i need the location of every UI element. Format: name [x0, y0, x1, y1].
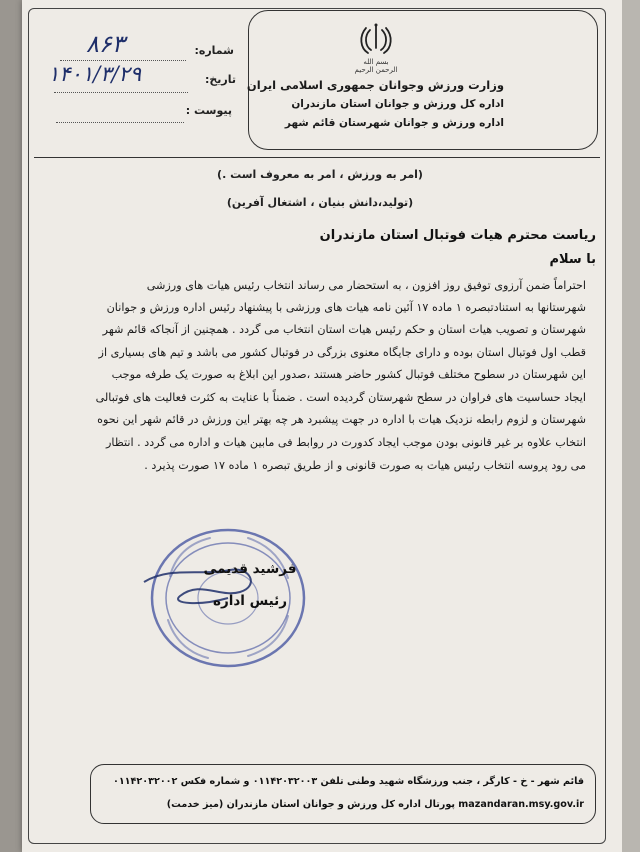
slogan-sport: (امر به ورزش ، امر به معروف است .) — [217, 168, 423, 181]
background-edge — [622, 0, 640, 852]
date-label: تاریخ: — [204, 73, 236, 86]
body-line: شهرستان و تصویب هیات استان و حکم رئیس هیات استان انتخاب می گردد . همچنین از آنجاکه قائم شهر — [102, 323, 586, 336]
letter-date: ۱۴۰۱/۳/۲۹ — [48, 62, 142, 86]
number-label: شماره: — [194, 44, 234, 57]
ministry-line: وزارت ورزش وجوانان جمهوری اسلامی ایران — [246, 78, 504, 92]
directorate-line: اداره کل ورزش و جوانان استان مازندران — [291, 98, 504, 110]
signer-name: فرشید قدیمی — [203, 561, 297, 577]
body-line: انتخاب علاوه بر غیر قانونی بودن موجب ایجاد کدورت در روابط فی مابین هیات و اداره می گردد . انتظار — [106, 436, 586, 449]
recipient: ریاست محترم هیات فوتبال استان مازندران — [319, 228, 596, 243]
body-line: این شهرستان در سطوح مختلف فوتبال کشور حاضر هستند ،صدور این ابلاغ به صورت یک طرفه موجب — [111, 368, 586, 381]
slogan-year: (تولید،دانش بنیان ، اشتغال آفرین) — [226, 196, 414, 209]
body-line: شهرستان و لزوم رابطه نزدیک هیات با اداره در جهت پیشبرد هر چه بهتر این ورزش در قائم شهر این نحوه — [97, 413, 586, 426]
number-line — [60, 60, 186, 61]
body-line: شهرستانها به استنادتبصره ۱ ماده ۱۷ آئین نامه هیات های ورزشی با پیشنهاد رئیس اداره ورزش و جوانان — [106, 301, 586, 314]
ministry-heading — [204, 76, 504, 133]
office-line: اداره ورزش و جوانان شهرستان قائم شهر — [284, 117, 504, 129]
attachment-label: پیوست : — [185, 104, 232, 117]
letter-number: ۸۶۳ — [86, 30, 125, 58]
basmala-caption: بسم الله الرحمن الرحیم — [354, 58, 398, 74]
header-divider — [34, 157, 600, 158]
attachment-line — [56, 122, 184, 123]
signer-title: رئیس اداره — [212, 593, 288, 609]
iran-emblem-icon — [358, 22, 394, 56]
footer-address: قائم شهر - خ - کارگر ، جنب ورزشگاه شهید وطنی تلفن ۰۱۱۴۲۰۳۲۰۰۳ و شماره فکس ۰۱۱۴۲۰۳۲۰۰۲ — [112, 776, 584, 787]
footer-portal: mazandaran.msy.gov.ir پورتال اداره کل ورزش و جوانان استان مازندران (میز خدمت) — [166, 799, 584, 810]
date-line — [54, 92, 188, 93]
body-line: می رود پروسه انتخاب رئیس هیات به صورت قانونی و از طریق تبصره ۱ ماده ۱۷ صورت پذیرد . — [144, 459, 586, 472]
body-line: احتراماً ضمن آرزوی توفیق روز افزون ، به استحضار می رساند انتخاب رئیس هیات های ورزشی — [146, 279, 586, 292]
body-line: قطب اول فوتبال استان بوده و دارای جایگاه معنوی بزرگی در فوتبال کشور می باشد و تیم های بسیاری از — [98, 346, 586, 359]
body-line: ایجاد حساسیت های فراوان در سطح شهرستان گردیده است . ضمناً با عنایت به کثرت فعالیت های فوتبالی — [95, 391, 586, 404]
greeting: با سلام — [549, 252, 596, 267]
footer-box — [90, 764, 596, 824]
